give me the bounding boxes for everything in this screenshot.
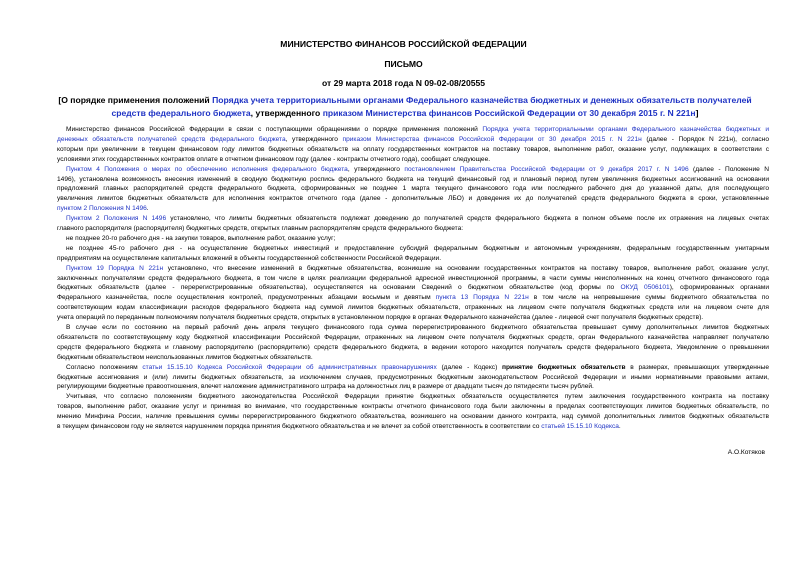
document-date-number: от 29 марта 2018 года N 09-02-08/20555 (321, 78, 486, 88)
document-link[interactable]: приказом Министерства финансов Российской Федерации от 30 декабря 2015 г. N 221н (342, 135, 642, 143)
document-title (40, 94, 770, 119)
title-link-procedure[interactable]: Порядка учета территориальными органами Федерального казначейства бюджетных и денежных обязательств получателей средств федерального бюджета (111, 95, 752, 118)
body-text: которым при увеличении в текущем финансовом году лимитов бюджетных обязательств на оплату государственных контрактов на поставку товаров, выполнение работ, оказание услуг, подлежащих в соответствии с (57, 145, 769, 153)
body-text: в том числе на непревышение суммы бюджетного обязательства по (528, 294, 769, 302)
body-text: средств федерального бюджета и главному распорядителю (распорядителю) средств федерального бюджета, в ведении которого находится получатель средств федерального бюджета, Уведомление о превышении (57, 343, 769, 351)
document-link[interactable]: Пунктом 2 Положения N 1496 (66, 215, 167, 223)
text-line (57, 146, 769, 154)
text-line (66, 235, 769, 243)
body-text: главного распорядителя (распорядителя) бюджетных средств, открытых главным распорядителям средств федерального бюджета: (57, 225, 464, 232)
body-text: Федерального казначейства, после осуществления контролей, предусмотренных абзацами восьмым и девятым (57, 294, 436, 302)
text-line (66, 324, 769, 332)
text-line (66, 126, 769, 134)
body-text: , утвержденного (285, 135, 343, 143)
body-text: регулирующими бюджетные правоотношения, влечет наложение административного штрафа на должностных лиц в размере от двадцати тысяч до пятидесяти тысяч рублей. (57, 383, 594, 391)
body-text: бюджетных обязательств (далее - перерегистрированные обязательства), осуществляется на основании Сведений о бюджетном обязательстве (код формы по (57, 284, 621, 292)
body-text: ), сформированных органами (669, 284, 769, 292)
body-text: соответствующим кодам классификации расходов федерального бюджета над суммой лимитов бюджетных обязательств, отраженных на лицевом счете получателя бюджетных средств или на лицевом счете для (57, 304, 769, 312)
text-line (66, 215, 769, 223)
body-text: установлено, что внесение изменений в бюджетные обязательства, возникшие на основании государственных контрактов на поставку товаров, выполнение работ, оказание услуг, (163, 264, 769, 272)
text-line (57, 225, 769, 233)
text-line (57, 136, 769, 144)
body-text: В случае если по состоянию на первый рабочий день апреля текущего финансового года сумма перерегистрированного бюджетного обязательства превышает сумму дополнительных лимитов бюджетных (66, 324, 769, 331)
body-text: Согласно положениям (66, 363, 143, 371)
text-line (57, 334, 769, 342)
title-text: , утвержденного (250, 107, 323, 118)
document-link[interactable]: пункта 13 Порядка N 221н (435, 294, 529, 302)
title-text: [О порядке применения положений (58, 95, 213, 105)
body-text: предприятиям на осуществление капитальных вложений в объекты государственной собственности Российской Федерации. (57, 254, 442, 262)
text-line (57, 185, 769, 193)
document-link[interactable]: денежных обязательств получателей средств федерального бюджета (57, 135, 286, 143)
body-text: бюджетные ассигнования и (или) лимиты бюджетных обязательств, за исключением случаев, предусмотренных бюджетным законодательством Российской Федерации и иными нормативными правовыми актами, (57, 373, 769, 381)
body-text: товаров, выполнение работ, оказание услуг и принимая во внимание, что государственные контракты отчетного финансового года были заключены в пределах соответствующих лимитов бюджетных обязательств, по (57, 403, 769, 411)
text-line (57, 275, 769, 283)
document-link[interactable]: постановлением Правительства Российской Федерации от 9 декабря 2017 г. N 1496 (404, 165, 689, 173)
body-text: , утвержденного (347, 165, 405, 173)
text-line (66, 245, 769, 253)
document-link[interactable]: Порядка учета территориальными органами Федерального казначейства бюджетных и (482, 126, 769, 133)
document-link[interactable]: статьи 15.15.10 Кодекса Российской Федерации об административных правонарушениях (142, 363, 437, 371)
body-text: Министерство финансов Российской Федерации в связи с поступающими обращениями о порядке применения положений (66, 126, 483, 133)
body-text: (далее - Кодекс) (436, 363, 503, 371)
text-line (57, 255, 769, 263)
text-line (57, 294, 769, 302)
document-link[interactable]: статьей 15.15.10 Кодекса (541, 423, 619, 430)
body-text: 1496), установлена возможность внесения изменений в сводную бюджетную роспись федерального бюджета на текущий финансовый год и плановый период путем увеличения бюджетных ассигнований на основании (57, 175, 769, 183)
text-line (57, 374, 769, 382)
body-text: условиями этих государственных контрактов оплате в отчетном финансовом году (далее - контракты отчетного года), сообщает следующее. (57, 155, 491, 163)
body-text: в текущем финансовом году не является нарушением порядка принятия бюджетного обязательства и не влечет за собой ответственность в соответствии со (57, 423, 542, 430)
body-text: бюджетным обязательством неиспользованных лимитов бюджетных обязательств. (57, 353, 313, 361)
body-text: (далее - Положение N (688, 165, 769, 173)
text-line (57, 176, 769, 184)
text-line (66, 364, 769, 372)
document-link[interactable]: ОКУД 0506101 (620, 284, 670, 292)
document-type: ПИСЬМО (384, 59, 423, 69)
text-line (57, 413, 769, 421)
text-line (66, 393, 769, 401)
text-line (57, 195, 769, 203)
title-link-order[interactable]: приказом Министерства финансов Российской Федерации от 30 декабря 2015 г. N 221н (322, 107, 696, 118)
text-line (57, 403, 769, 411)
text-line (57, 383, 769, 391)
body-text: предложений главных распорядителей средств федерального бюджета, сформированных не позднее 1 марта текущего финансового года или последнего рабочего дня до указанной даты, для последующего (57, 185, 769, 193)
body-text: увеличения лимитов бюджетных обязательств для исполнения контрактов отчетного года (далее - дополнительные ЛБО) и доведения их до получателей средств федерального бюджета в сроки, установленные (57, 195, 769, 203)
text-line (57, 284, 769, 292)
text-line (66, 265, 769, 273)
text-line (66, 166, 769, 174)
document-link[interactable]: пунктом 2 Положения N 1496 (57, 205, 147, 213)
document-link[interactable]: Пунктом 4 Положения о мерах по обеспечению исполнения федерального бюджета (66, 165, 348, 173)
title-text: ] (695, 107, 699, 118)
text-line (57, 314, 769, 322)
body-text: в размерах, превышающих утвержденные (625, 363, 769, 371)
body-text: установлено, что лимиты бюджетных обязательств подлежат доведению до получателей средств федерального бюджета в полном объеме после их отражения на лицевых счетах (166, 215, 769, 223)
body-text: обязательств по соответствующему коду бюджетной классификации Российской Федерации, отраженных на лицевом счете получателя бюджетных средств, орган Федерального казначейства направляет получателю (57, 333, 769, 341)
body-text: мнению Минфина России, наличие превышения суммы перерегистрированного бюджетного обязательства, возникшего на основании данного контракта, над суммой дополнительных лимитов бюджетных обязательств (57, 413, 769, 421)
text-line (57, 423, 769, 431)
signature: А.О.Котяков (727, 449, 765, 456)
text-line (57, 205, 769, 213)
text-line (57, 354, 769, 362)
body-text: заключенных получателями средств федерального бюджета, в том числе в целях реализации федеральной адресной инвестиционной программы, в части суммы неисполненных на конец отчетного финансового года (57, 274, 769, 282)
text-line (57, 304, 769, 312)
body-text: Учитывая, что согласно положениям бюджетного законодательства Российской Федерации принятие бюджетных обязательств осуществляется путем заключения государственного контракта на поставку (66, 393, 769, 401)
document-link[interactable]: Пунктом 19 Порядка N 221н (66, 264, 164, 272)
body-text: (далее - Порядок N 221н), согласно (641, 135, 769, 143)
bold-text: принятие бюджетных обязательств (502, 363, 626, 371)
body-text: . (146, 205, 149, 213)
body-text: не позднее 45-го рабочего дня - на осуществление бюджетных инвестиций и предоставление субсидий федеральным бюджетным и автономным учреждениям, федеральным государственным унитарным (66, 244, 769, 252)
body-text: не позднее 20-го рабочего дня - на закупки товаров, выполнение работ, оказание услуг; (66, 234, 336, 242)
body-text: учета операций по переданным полномочиям получателя бюджетных средств, открытых в установленном порядке в органах Федерального казначейства (далее - лицевой счет получателя бюджетных средств). (57, 314, 704, 322)
text-line (57, 156, 769, 164)
text-line (57, 344, 769, 352)
body-text: . (618, 423, 621, 430)
ministry-heading: МИНИСТЕРСТВО ФИНАНСОВ РОССИЙСКОЙ ФЕДЕРАЦИИ (280, 39, 527, 49)
